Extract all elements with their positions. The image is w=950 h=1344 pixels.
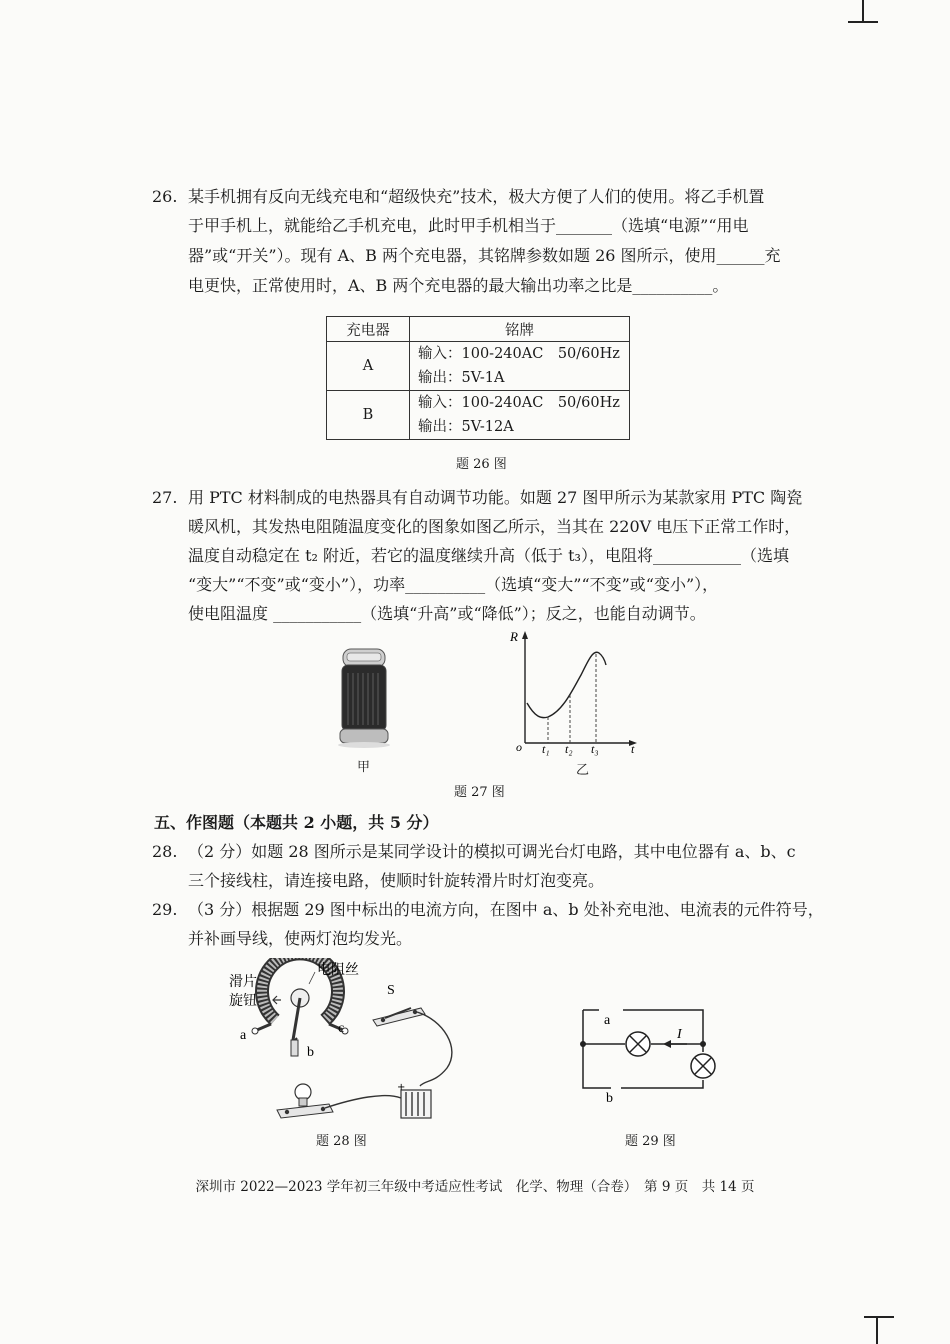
table-header-nameplate: 铭牌 (410, 317, 630, 342)
terminal-a-label: a (240, 1028, 247, 1043)
graph-tick-t2: t₂ (565, 742, 573, 756)
q28-number: 28. (152, 842, 178, 861)
charger-name: B (327, 391, 410, 440)
charger-name: A (327, 342, 410, 391)
q26-line-1: 某手机拥有反向无线充电和“超级快充”技术，极大方便了人们的使用。将乙手机置 (188, 187, 765, 206)
potentiometer-circuit-figure (225, 958, 465, 1128)
nameplate-cell (410, 391, 630, 440)
fig27-yi-label: 乙 (576, 763, 590, 778)
q29-line-1: （3 分）根据题 29 图中标出的电流方向，在图中 a、b 处补充电池、电流表的元件符号， (188, 900, 824, 919)
gap-b-label: b (606, 1091, 613, 1106)
q28-line-2: 三个接线柱，请连接电路，使顺时针旋转滑片时灯泡变亮。 (188, 871, 605, 890)
q28-line-1: （2 分）如题 28 图所示是某同学设计的模拟可调光台灯电路，其中电位器有 a、b、c (188, 842, 796, 861)
svg-text:+: + (397, 1082, 406, 1093)
q26-line-2: 于甲手机上，就能给乙手机充电，此时甲手机相当于_______（选填“电源”“用电 (188, 216, 749, 235)
q29-line-2: 并补画导线，使两灯泡均发光。 (188, 929, 413, 948)
q29-number: 29. (152, 900, 178, 919)
q27-number: 27. (152, 488, 178, 507)
ptc-heater-illustration (335, 645, 395, 750)
q26-line-4: 电更快，正常使用时，A、B 两个充电器的最大输出功率之比是__________。 (188, 276, 729, 295)
table-row (327, 342, 630, 391)
current-label: I (677, 1027, 682, 1042)
q27-line-4: “变大”“不变”或“变小”），功率__________（选填“变大”“不变”或“变小”）， (188, 575, 719, 594)
q26-number: 26. (152, 187, 178, 206)
terminal-c-label: c (338, 1021, 345, 1036)
crop-mark-top-v (862, 0, 864, 22)
graph-x-label: t (631, 742, 635, 756)
page-footer: 深圳市 2022—2023 学年初三年级中考适应性考试 化学、物理（合卷） 第 9 页 共 14 页 (195, 1179, 755, 1195)
q27-line-1: 用 PTC 材料制成的电热器具有自动调节功能。如题 27 图甲所示为某款家用 PTC 陶瓷 (188, 488, 803, 507)
q27-line-3: 温度自动稳定在 t₂ 附近，若它的温度继续升高（低于 t₃），电阻将___________（选填 (188, 546, 789, 565)
resistance-temperature-graph (505, 625, 645, 760)
fig27-jia-label: 甲 (357, 760, 371, 775)
table-row (327, 391, 630, 440)
fig26-caption: 题 26 图 (456, 457, 507, 472)
switch-label: S (387, 983, 395, 998)
fig28-caption: 题 28 图 (316, 1134, 367, 1149)
graph-tick-t3: t₃ (591, 742, 599, 756)
q27-line-2: 暖风机，其发热电阻随温度变化的图象如图乙所示，当其在 220V 电压下正常工作时， (188, 517, 801, 536)
label-slider: 滑片 (229, 974, 257, 990)
section-5-title: 五、作图题（本题共 2 小题，共 5 分） (154, 813, 439, 832)
q27-line-5: 使电阻温度 ___________（选填“升高”或“降低”）；反之，也能自动调节。 (188, 604, 706, 623)
gap-a-label: a (604, 1013, 611, 1028)
charger-table (326, 316, 630, 440)
crop-mark-top-h (848, 21, 878, 23)
crop-mark-bottom-h (864, 1316, 894, 1318)
graph-origin-label: o (516, 740, 522, 754)
graph-tick-t1: t₁ (542, 742, 550, 756)
table-header-charger: 充电器 (327, 317, 410, 342)
nameplate-input: 输入：100-240AC 50/60Hz (418, 395, 620, 411)
fig29-caption: 题 29 图 (625, 1134, 676, 1149)
nameplate-cell (410, 342, 630, 391)
q26-line-3: 器”或“开关”）。现有 A、B 两个充电器，其铭牌参数如题 26 图所示，使用______充 (188, 246, 781, 265)
fig27-caption: 题 27 图 (454, 785, 505, 800)
crop-mark-bottom-v (876, 1316, 878, 1344)
nameplate-output: 输出：5V-1A (418, 370, 505, 386)
graph-y-label: R (510, 629, 518, 644)
two-lamp-circuit-figure (575, 1000, 725, 1110)
label-knob: 旋钮 (229, 993, 257, 1009)
terminal-b-label: b (307, 1045, 314, 1060)
label-resistance-wire: 电阻丝 (317, 962, 359, 978)
nameplate-input: 输入：100-240AC 50/60Hz (418, 346, 620, 362)
nameplate-output: 输出：5V-12A (418, 419, 514, 435)
